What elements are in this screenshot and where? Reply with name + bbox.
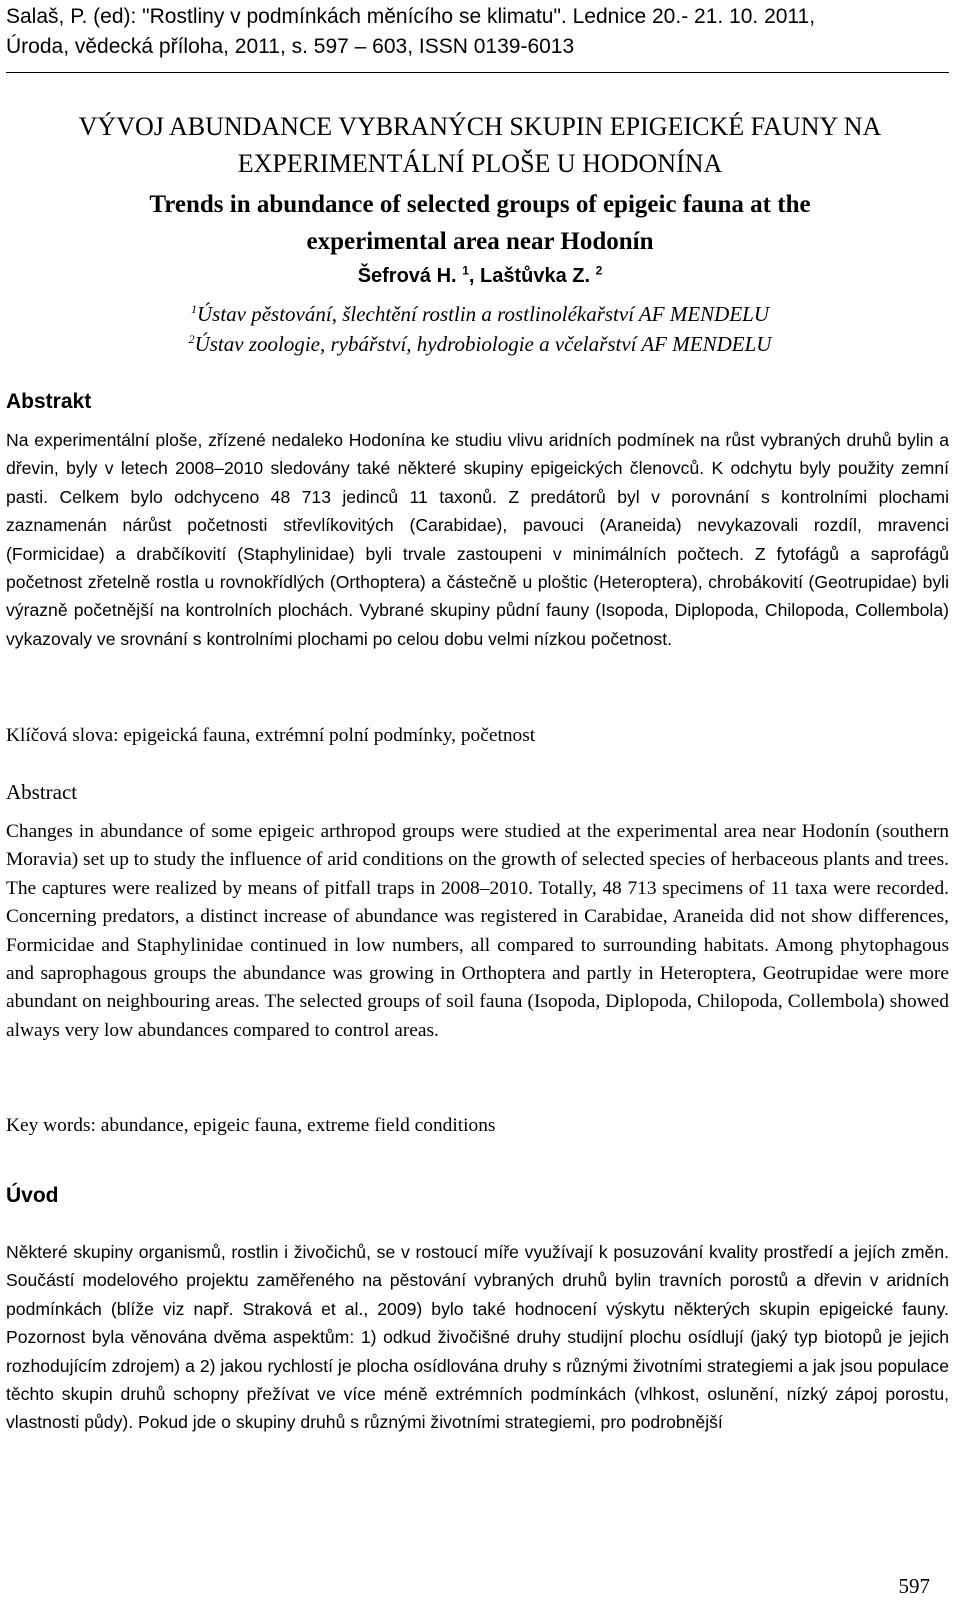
- header-line-1: Salaš, P. (ed): "Rostliny v podmínkách měnícího se klimatu". Lednice 20.- 21. 10. 2011,: [6, 5, 816, 28]
- title-czech-line-1: VÝVOJ ABUNDANCE VYBRANÝCH SKUPIN EPIGEICKÉ FAUNY NA: [78, 112, 882, 141]
- author-2-affiliation-mark: 2: [595, 263, 603, 278]
- affiliation-2: [0, 330, 960, 358]
- abstract-heading: Abstract: [6, 780, 78, 804]
- authors: [0, 262, 960, 290]
- title-english-line-2: experimental area near Hodonín: [306, 228, 654, 255]
- affiliation-1-mark: 1: [190, 302, 197, 316]
- abstrakt-text: Na experimentální ploše, zřízené nedaleko Hodonína ke studiu vlivu aridních podmínek na růst vybraných druhů bylin a dřevin, byly v letech 2008–2010 sledovány také některé skupiny epigeických členovců. K odchytu byly použity zemní pasti. Celkem bylo odchyceno 48 713 jedinců 11 taxonů. Z predátorů byl v porovnání s kontrolními plochami zaznamenán nárůst početnosti střevlíkovitých (Carabidae), pavouci (Araneida) nevykazovali rozdíl, mravenci (Formicidae) a drabčíkovití (Staphylinidae) byli trvale zastoupeni v minimálních počtech. Z fytofágů a saprofágů početnost zřetelně rostla u rovnokřídlých (Orthoptera) a částečně u ploštic (Heteroptera), chrobákovití (Geotrupidae) byli výrazně početnější na kontrolních plochách. Vybrané skupiny půdní fauny (Isopoda, Diplopoda, Chilopoda, Collembola) vykazovaly ve srovnání s kontrolními plochami po celou dobu velmi nízkou početnost.: [6, 430, 949, 649]
- abstrakt-heading: Abstrakt: [6, 390, 92, 413]
- author-1: Šefrová H.: [357, 265, 457, 287]
- header-line-2: Úroda, vědecká příloha, 2011, s. 597 – 603, ISSN 0139-6013: [6, 35, 575, 58]
- running-header: [6, 2, 946, 62]
- title-english-line-1: Trends in abundance of selected groups of epigeic fauna at the: [149, 191, 811, 218]
- uvod-heading: Úvod: [6, 1184, 59, 1207]
- title-czech: [0, 108, 960, 182]
- title-czech-line-2: EXPERIMENTÁLNÍ PLOŠE U HODONÍNA: [237, 149, 723, 178]
- abstract-text: Changes in abundance of some epigeic arthropod groups were studied at the experimental area near Hodonín (southern Moravia) set up to study the influence of arid conditions on the growth of selected species of herbaceous plants and trees. The captures were realized by means of pitfall traps in 2008–2010. Totally, 48 713 specimens of 11 taxa were recorded. Concerning predators, a distinct increase of abundance was registered in Carabidae, Araneida did not show differences, Formicidae and Staphylinidae continued in low numbers, all compared to surrounding habitats. Among phytophagous and saprophagous groups the abundance was growing in Orthoptera and partly in Heteroptera, Geotrupidae were more abundant on neighbouring areas. The selected groups of soil fauna (Isopoda, Diplopoda, Chilopoda, Collembola) showed always very low abundances compared to control areas.: [6, 821, 949, 1041]
- uvod-text: Některé skupiny organismů, rostlin i živočichů, se v rostoucí míře využívají k posuzování kvality prostředí a jejích změn. Součástí modelového projektu zaměřeného na pěstování vybraných druhů bylin travních porostů a dřevin v aridních podmínkách (blíže viz např. Straková et al., 2009) bylo také hodnocení výskytu některých skupin epigeické fauny. Pozornost byla věnována dvěma aspektům: 1) odkud živočišné druhy studijní plochu osídlují (jaký typ biotopů je jejich rozhodujícím zdrojem) a 2) jakou rychlostí je plocha osídlována druhy s různými životními strategiemi a jak jsou populace těchto skupin druhů schopny přežívat ve více méně extrémních podmínkách (vlhkost, oslunění, nízký zápoj porostu, vlastnosti půdy). Pokud jde o skupiny druhů s různými životními strategiemi, pro podrobnější: [6, 1242, 949, 1433]
- affiliation-1: [0, 300, 960, 328]
- affiliation-2-mark: 2: [188, 332, 195, 346]
- affiliation-2-text: Ústav zoologie, rybářství, hydrobiologie a včelařství AF MENDELU: [194, 332, 772, 356]
- affiliation-1-text: Ústav pěstování, šlechtění rostlin a rostlinolékařství AF MENDELU: [196, 302, 769, 326]
- page-number: 597: [898, 1574, 930, 1598]
- header-rule: [6, 72, 949, 73]
- author-1-affiliation-mark: 1: [462, 263, 469, 278]
- klicova-slova: Klíčová slova: epigeická fauna, extrémní polní podmínky, početnost: [6, 725, 536, 746]
- author-separator: ,: [468, 265, 480, 287]
- title-english: [0, 186, 960, 260]
- author-2: Laštůvka Z.: [480, 265, 591, 287]
- key-words: Key words: abundance, epigeic fauna, extreme field conditions: [6, 1115, 496, 1136]
